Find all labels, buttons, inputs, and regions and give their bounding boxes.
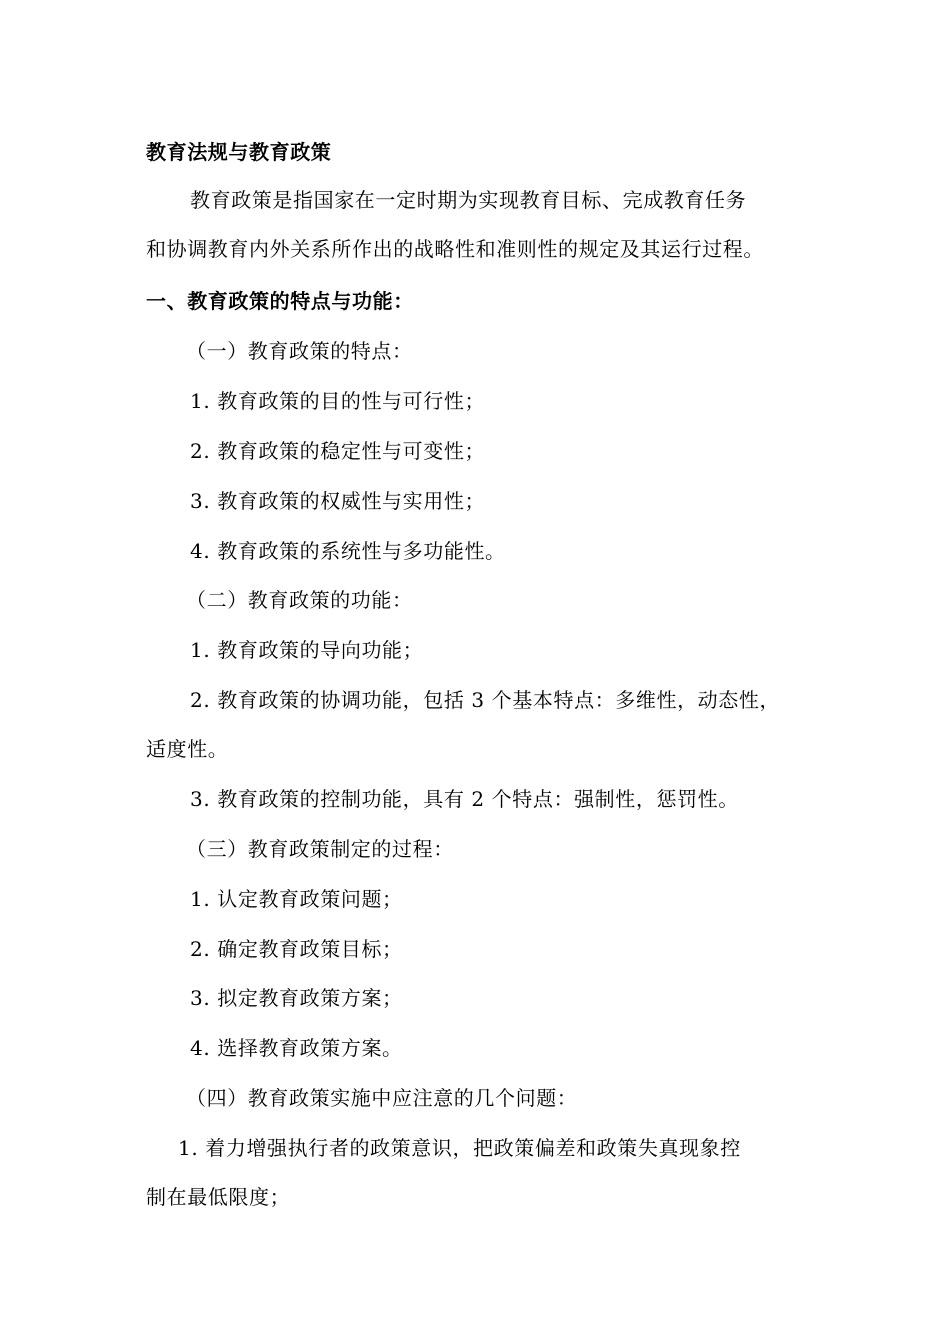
- subsection-heading-implementation: （四）教育政策实施中应注意的几个问题：: [186, 1086, 578, 1110]
- list-item: 3. 教育政策的权威性与实用性；: [190, 489, 486, 513]
- list-item: 4. 选择教育政策方案。: [190, 1036, 403, 1060]
- list-item: 4. 教育政策的系统性与多功能性。: [190, 539, 506, 563]
- subsection-heading-features: （一）教育政策的特点：: [186, 339, 413, 363]
- list-item: 1. 教育政策的导向功能；: [190, 638, 424, 662]
- list-item: 3. 拟定教育政策方案；: [190, 986, 403, 1010]
- intro-paragraph-line-2: 和协调教育内外关系所作出的战略性和准则性的规定及其运行过程。: [146, 237, 764, 261]
- list-item: 1. 着力增强执行者的政策意识，把政策偏差和政策失真现象控: [178, 1136, 741, 1160]
- list-item: 3. 教育政策的控制功能，具有 2 个特点：强制性，惩罚性。: [190, 787, 739, 811]
- list-item-continuation: 制在最低限度；: [146, 1185, 291, 1209]
- list-item: 2. 确定教育政策目标；: [190, 937, 403, 961]
- list-item: 2. 教育政策的协调功能，包括 3 个基本特点：多维性，动态性，: [190, 688, 781, 712]
- section-heading-1: 一、教育政策的特点与功能：: [146, 289, 414, 313]
- list-item: 1. 教育政策的目的性与可行性；: [190, 389, 486, 413]
- list-item-continuation: 适度性。: [146, 737, 229, 761]
- list-item: 2. 教育政策的稳定性与可变性；: [190, 439, 486, 463]
- subsection-heading-functions: （二）教育政策的功能：: [186, 588, 413, 612]
- list-item: 1. 认定教育政策问题；: [190, 887, 403, 911]
- subsection-heading-process: （三）教育政策制定的过程：: [186, 837, 454, 861]
- document-title: 教育法规与教育政策: [146, 140, 332, 164]
- intro-paragraph-line-1: 教育政策是指国家在一定时期为实现教育目标、完成教育任务: [190, 188, 747, 212]
